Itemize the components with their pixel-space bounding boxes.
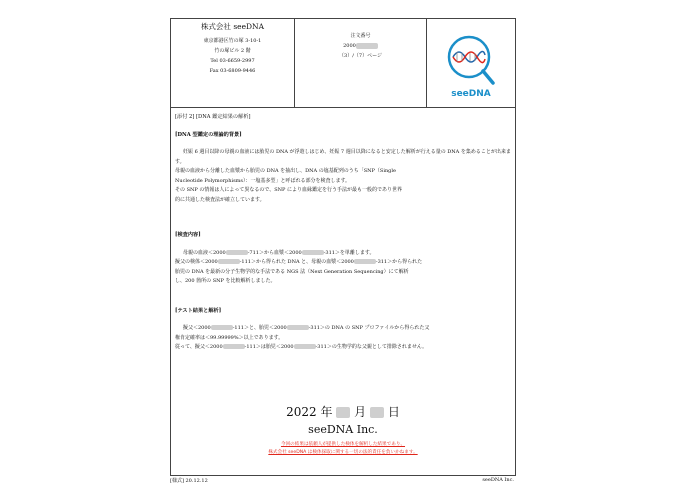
redaction-block — [294, 344, 316, 349]
text-fragment: -311＞から得られた — [375, 259, 423, 265]
logo-cell — [427, 19, 515, 107]
section-method-line-1 — [175, 249, 511, 259]
section-results-line-3 — [175, 343, 511, 353]
redaction-block — [336, 407, 350, 418]
disclaimer-note — [171, 441, 515, 457]
company-name: 株式会社 seeDNA — [200, 22, 265, 31]
redaction-block — [287, 325, 309, 330]
signature-company: seeDNA Inc. — [308, 423, 378, 436]
section-theory-line: その SNP の情報は人によって異なるので、SNP により血縁鑑定を行う手法が最も一般的であり世界 — [175, 187, 403, 193]
section-theory-line: Nucleotide Polymorphisms）：一塩基多型」と呼ばれる部分を検査します。 — [175, 177, 351, 184]
date-year: 2022 年 — [286, 405, 333, 419]
redaction-block — [223, 344, 245, 349]
page-indicator: （3）/（7）ページ — [339, 53, 382, 59]
document-frame — [170, 18, 516, 476]
section-results-title: [テスト結果と解析] — [175, 307, 222, 314]
text-fragment: 従って、擬父＜2000 — [175, 344, 223, 350]
address-line-1: 東京都港区竹の塚 3-10-1 — [203, 38, 262, 44]
footer-company: seeDNA Inc. — [482, 477, 514, 483]
attachment-heading: [添付 2] [DNA 鑑定結果の解析] — [175, 114, 251, 120]
section-method-line-2 — [175, 258, 511, 268]
text-fragment: 擬父＜2000 — [183, 325, 211, 331]
logo-text: seeDNA — [451, 89, 491, 99]
document-page — [170, 18, 516, 484]
order-label: 注文番号 — [350, 33, 371, 39]
company-info — [171, 19, 295, 107]
section-results-line-2: 権肯定確率は＜99.99999%＞以上であります。 — [175, 334, 284, 341]
text-fragment: 擬父の検体＜2000 — [175, 259, 218, 265]
redaction-block — [218, 259, 240, 264]
document-body — [175, 113, 511, 353]
section-method-line-4: し、200 箇所の SNP を比較解析しました。 — [175, 278, 276, 284]
text-fragment: -311＞を単離します。 — [323, 249, 375, 256]
phone-line: Tel 03-6659-2997 — [210, 58, 255, 64]
text-fragment: -111＞から得られた DNA と、母親の血漿＜2000 — [239, 259, 354, 265]
date-day: 日 — [387, 405, 400, 419]
redaction-block — [211, 325, 233, 330]
dna-magnifier-logo-icon — [427, 21, 515, 91]
fax-line: Fax 03-6809-9446 — [209, 68, 256, 74]
order-number-line — [295, 41, 426, 51]
order-info — [295, 19, 427, 107]
redaction-block — [302, 250, 324, 255]
section-results-line-1 — [175, 324, 511, 334]
document-header — [171, 19, 515, 108]
text-fragment: -311＞の DNA の SNP プロファイルから得られた父 — [308, 325, 430, 331]
date-month: 月 — [354, 405, 367, 419]
section-theory-title: [DNA 型鑑定の理論的背景] — [175, 131, 242, 138]
text-fragment: -111＞と、胎児＜2000 — [232, 325, 287, 331]
section-theory-line: 的に共通した検査法が確立しています。 — [175, 196, 265, 203]
redaction-block — [226, 250, 248, 255]
redaction-block — [354, 259, 376, 264]
order-number: 2000 — [343, 43, 356, 49]
address-line-2: 竹の塚ビル 2 階 — [214, 48, 251, 54]
redaction-block — [370, 407, 384, 418]
text-fragment: -111＞は胎児＜2000 — [244, 344, 294, 350]
section-method-line-3: 胎児の DNA を最新の分子生物学的な手法である NGS 法（Next Generation Sequencing）にて解析 — [175, 268, 409, 275]
disclaimer-line-1: 今回の結果は依頼人が提供した検体を解析した結果であり、 — [280, 442, 406, 447]
document-footer — [170, 477, 514, 484]
report-date — [171, 403, 515, 420]
section-theory-line: 母親の血液から分離した血漿から胎児の DNA を抽出し、DNA の塩基配列のうち「SNP（Single — [175, 168, 396, 174]
text-fragment: -711＞から血漿＜2000 — [247, 249, 302, 256]
section-method-title: [検査内容] — [175, 232, 201, 238]
text-fragment: -311＞の生物学的な父親として排除されません。 — [315, 344, 428, 350]
disclaimer-line-2: 株式会社 seeDNA は検体採取に関する一切の法的責任を負いかねます。 — [268, 450, 418, 455]
text-fragment: 母親の血液＜2000 — [183, 249, 226, 256]
form-version: [様式] 20.12.12 — [170, 478, 208, 484]
section-theory-paragraph: 妊娠 6 週目以降の母親の血液には胎児の DNA が浮遊しはじめ、妊娠 7 週目以降になると安定した解析が行える量の DNA を集めることが出来ます。 — [175, 149, 511, 165]
redaction-block — [356, 43, 378, 49]
